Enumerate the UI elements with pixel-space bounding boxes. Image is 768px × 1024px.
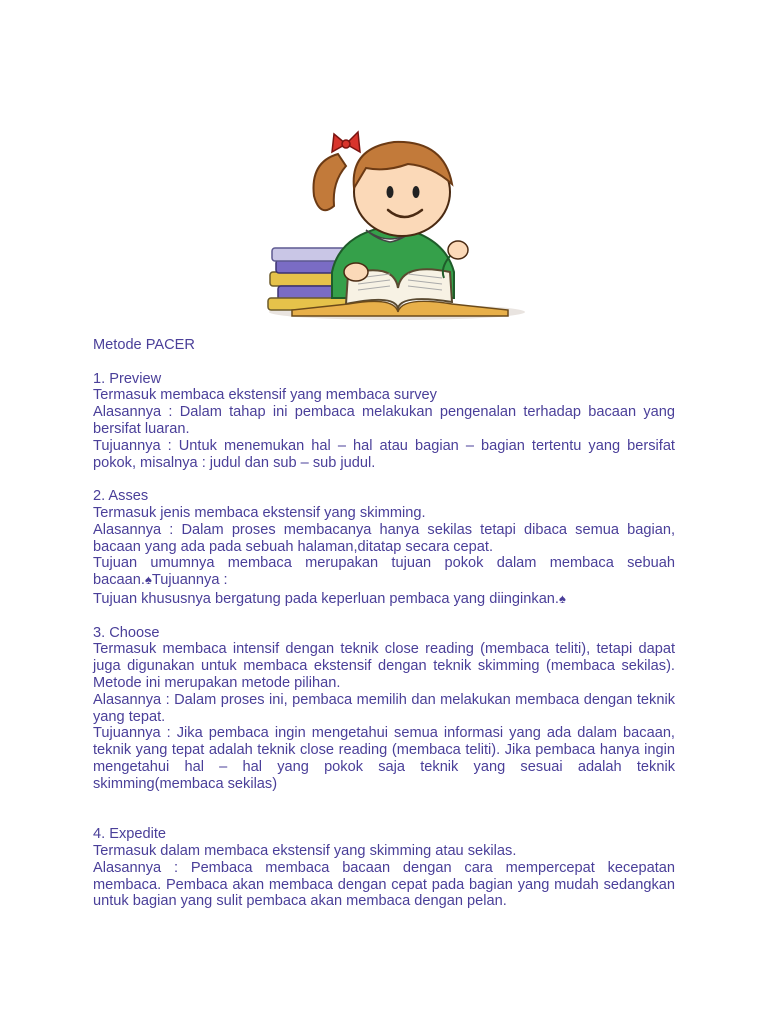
girl-reading-book-illustration — [262, 122, 526, 324]
section-line: Termasuk membaca intensif dengan teknik close reading (membaca teliti), tetapi dapat juga digunakan untuk membaca ekstensif dengan teknik skimming (membaca sekilas). Metode ini merupakan metode pilihan. — [93, 641, 675, 691]
section-line: Termasuk dalam membaca ekstensif yang skimming atau sekilas. — [93, 842, 517, 859]
section-line: Alasannya : Pembaca membaca bacaan dengan cara mempercepat kecepatan membaca. Pembaca akan membaca dengan cepat pada bagian yang mudah sedangkan untuk bagian yang sulit pembaca akan membaca dengan pelan. — [93, 859, 675, 910]
section-line-with-bullet — [93, 591, 675, 608]
document-body — [93, 337, 675, 910]
section-line: Tujuan umumnya membaca merupakan tujuan pokok dalam membaca sebuah bacaan. — [93, 555, 675, 589]
section-heading: 4. Expedite — [93, 826, 167, 843]
section-line: Tujuan khususnya bergatung pada keperluan pembaca yang diinginkan. — [93, 590, 559, 607]
section-line: Alasannya : Dalam proses ini, pembaca memilih dan melakukan membaca dengan teknik yang tepat. — [93, 691, 675, 725]
section-heading: 3. Choose — [93, 624, 160, 641]
section-heading: 2. Asses — [93, 488, 149, 505]
section-line: Tujuannya : Untuk menemukan hal – hal atau bagian – bagian tertentu yang bersifat pokok, misalnya : judul dan sub – sub judul. — [93, 437, 675, 471]
section-line: Tujuannya : Jika pembaca ingin mengetahui semua informasi yang ada dalam bacaan, teknik yang tepat adalah teknik close reading (membaca teliti). Jika pembaca hanya ingin mengetahui hal – hal yang pokok saja teknik yang sesuai adalah teknik skimming(membaca sekilas) — [93, 725, 675, 792]
section-line-with-bullet — [93, 555, 675, 589]
spade-bullet-icon: ♠ — [558, 590, 566, 606]
spade-bullet-icon: ♠ — [144, 572, 152, 588]
section-heading: 1. Preview — [93, 370, 162, 387]
section-line: Alasannya : Dalam tahap ini pembaca melakukan pengenalan terhadap bacaan yang bersifat luaran. — [93, 404, 675, 437]
section-line: Tujuannya : — [151, 572, 228, 589]
section-line: Termasuk membaca ekstensif yang membaca survey — [93, 387, 437, 404]
section-line: Alasannya : Dalam proses membacanya hanya sekilas tetapi dibaca semua bagian, bacaan yang ada pada sebuah halaman,ditatap secara cepat. — [93, 521, 675, 555]
section-line: Termasuk jenis membaca ekstensif yang skimming. — [93, 504, 426, 521]
document-title: Metode PACER — [93, 337, 195, 353]
